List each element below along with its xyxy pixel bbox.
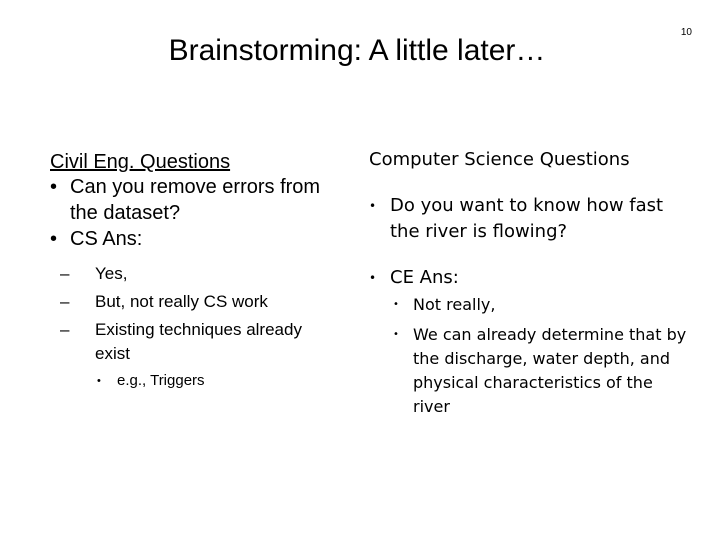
sub-list-item: [50, 318, 340, 366]
list-item: [50, 174, 340, 226]
sub-list-item-text: Yes,: [95, 264, 128, 283]
sub-sub-list-item-text: e.g., Triggers: [117, 372, 205, 389]
dash-icon: –: [60, 264, 70, 283]
dash-icon: –: [60, 292, 70, 311]
sub-list-item: [50, 290, 340, 314]
bullet-icon: •: [393, 329, 399, 340]
civil-eng-heading: Civil Eng. Questions: [50, 151, 231, 173]
sub-list-item: [369, 293, 689, 317]
slide-title: Brainstorming: A little later…: [168, 34, 546, 67]
list-item-text: CE Ans:: [390, 267, 459, 288]
bullet-icon: •: [50, 176, 58, 198]
bullet-icon: •: [369, 199, 377, 213]
list-item: [50, 226, 340, 252]
list-item-text: Do you want to know how fast the river is flowing?: [390, 195, 664, 242]
sub-list-item-text: Existing techniques already exist: [95, 320, 302, 363]
bullet-icon: •: [50, 228, 58, 250]
sub-sub-list-item: [50, 370, 340, 392]
sub-list-item: [369, 323, 689, 419]
dash-icon: –: [60, 320, 70, 339]
list-item: [369, 193, 689, 245]
sub-list-item: [50, 262, 340, 286]
bullet-icon: •: [97, 375, 101, 387]
computer-science-heading: Computer Science Questions: [369, 149, 630, 170]
list-item-text: CS Ans:: [70, 228, 143, 250]
bullet-icon: •: [393, 299, 399, 310]
sub-list-item-text: We can already determine that by the discharge, water depth, and physical characteristics of the river: [413, 325, 687, 416]
sub-list-item-text: But, not really CS work: [95, 292, 268, 311]
list-item-text: Can you remove errors from the dataset?: [70, 176, 321, 224]
bullet-icon: •: [369, 271, 377, 285]
sub-list: [50, 262, 340, 392]
civil-eng-column: [50, 150, 340, 392]
computer-science-column: [369, 147, 689, 419]
list-item: [369, 265, 689, 291]
sub-list-item-text: Not really,: [413, 295, 496, 314]
slide-number: 10: [680, 27, 692, 38]
